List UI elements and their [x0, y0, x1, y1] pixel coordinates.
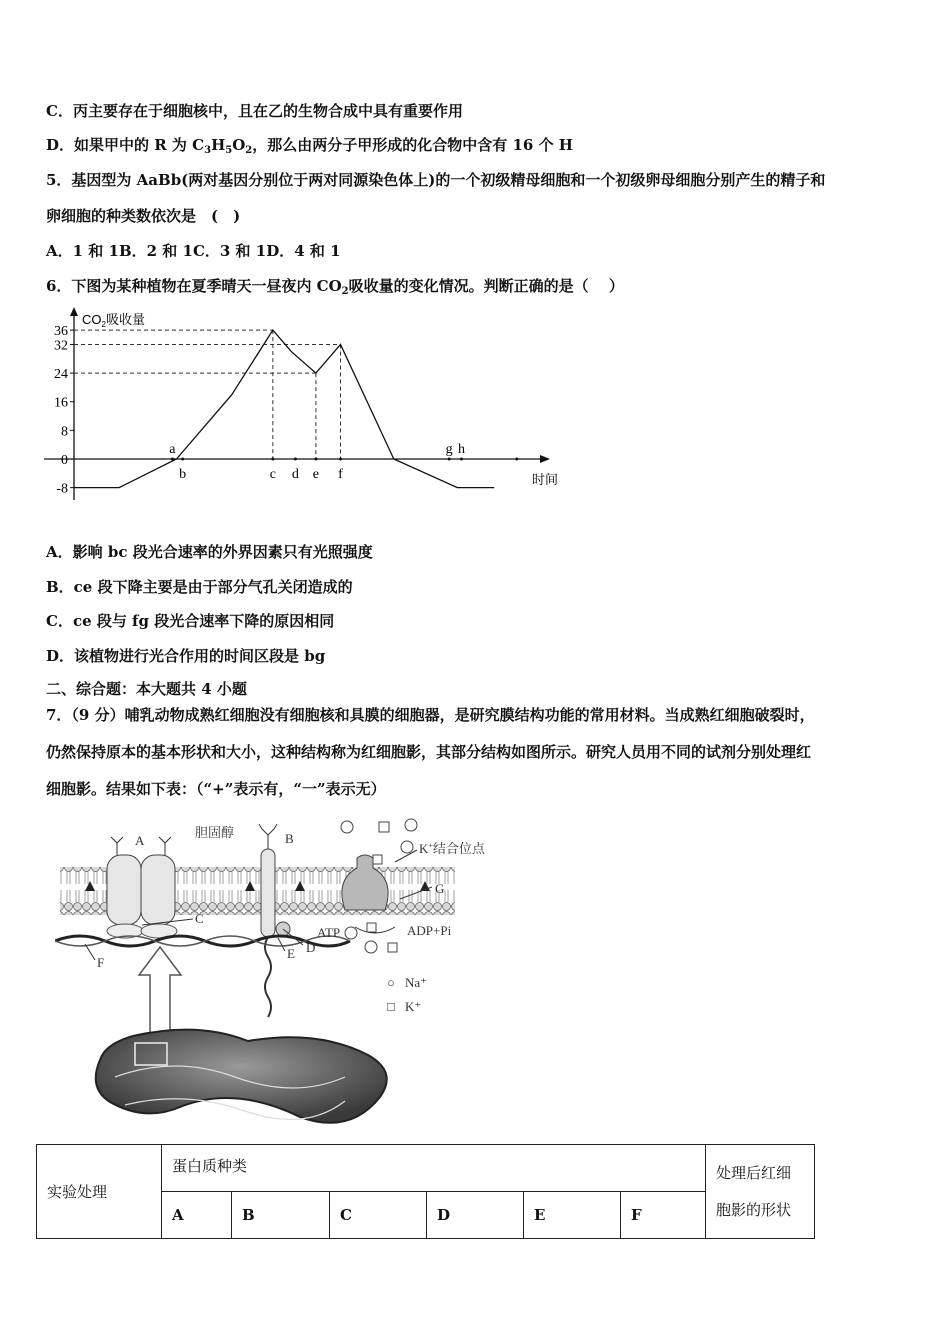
- label-c: C: [195, 911, 204, 926]
- point-label-b: b: [179, 467, 187, 482]
- header-treatment: 实验处理: [37, 1145, 162, 1239]
- co2-chart: [44, 305, 574, 510]
- y-tick-label: -8: [56, 481, 68, 497]
- co2-series-line: [74, 330, 494, 488]
- point-a-dot: [171, 458, 174, 461]
- q5-stem-line1: 5．基因型为 AaBb(两对基因分别位于两对同源染色体上)的一个初级精母细胞和一个初级卵母细胞分别产生的精子和: [46, 171, 826, 189]
- label-d: D: [306, 940, 316, 955]
- q6-option-d: D．该植物进行光合作用的时间区段是 bg: [46, 647, 326, 665]
- k-site-pointer: [395, 850, 417, 862]
- y-axis-label: $CO_2$吸收量: [82, 312, 145, 329]
- na-ion-icon: [341, 821, 353, 833]
- point-label-a: a: [169, 442, 176, 457]
- point-c-dot: [271, 458, 274, 461]
- na-ion-icon: [345, 927, 357, 939]
- label-e: E: [287, 946, 295, 961]
- y-tick-label: 8: [61, 424, 68, 440]
- label-b: B: [285, 831, 294, 846]
- y-tick-label: 16: [54, 395, 68, 411]
- dashed-reference-lines: [74, 330, 341, 459]
- q6-option-a: A．影响 bc 段光合速率的外界因素只有光照强度: [46, 543, 373, 561]
- point-b-dot: [181, 458, 184, 461]
- point-f-dot: [339, 458, 342, 461]
- k-ion-icon: [373, 855, 382, 864]
- point-labels: [169, 442, 518, 482]
- q5-stem-line2: 卵细胞的种类数依次是 ( ): [46, 207, 241, 225]
- k-ion-icon: [388, 943, 397, 952]
- legend-k-symbol: □: [387, 999, 395, 1014]
- q6-option-b: B．ce 段下降主要是由于部分气孔关闭造成的: [46, 578, 353, 596]
- q4-option-d: D．如果甲中的 R 为 $C_3H_5O_2$，那么由两分子甲形成的化合物中含有 16 个 H: [46, 136, 573, 156]
- q6-option-c: C．ce 段与 fg 段光合速率下降的原因相同: [46, 612, 335, 630]
- point-label-e: e: [312, 467, 320, 482]
- protein-a-subunit: [141, 855, 175, 925]
- header-protein-c: C: [330, 1192, 427, 1239]
- header-protein-types: 蛋白质种类: [162, 1145, 706, 1192]
- point-h-dot: [460, 458, 463, 461]
- section-2-heading: 二、综合题：本大题共 4 小题: [46, 680, 247, 698]
- label-atp: ATP: [317, 925, 341, 940]
- y-ticks: [54, 324, 74, 497]
- legend-na-label: Na⁺: [405, 975, 428, 990]
- q7-stem-line2: 仍然保持原本的基本形状和大小，这种结构称为红细胞影，其部分结构如图所示。研究人员用不同的试剂分别处理红: [46, 743, 812, 761]
- e-pointer: [278, 938, 285, 951]
- point-label-h: h: [457, 442, 465, 457]
- protein-g: [342, 855, 388, 910]
- legend-k-label: K⁺: [405, 999, 422, 1014]
- y-tick-label: 24: [54, 367, 68, 383]
- q7-stem-line1: 7．（9 分）哺乳动物成熟红细胞没有细胞核和具膜的细胞器，是研究膜结构功能的常用材料。当成熟红细胞破裂时，: [46, 706, 815, 724]
- label-a: A: [135, 833, 145, 848]
- q7-stem-line3: 细胞影。结果如下表：（“+”表示有，“一”表示无）: [46, 780, 386, 798]
- q4-option-c: C．丙主要存在于细胞核中，且在乙的生物合成中具有重要作用: [46, 102, 463, 120]
- point-g-dot: [448, 458, 451, 461]
- na-ion-icon: [365, 941, 377, 953]
- legend-na-symbol: ○: [387, 975, 395, 990]
- label-f: F: [97, 955, 105, 970]
- point-label-d: d: [291, 467, 299, 482]
- y-axis-arrow: [70, 307, 78, 316]
- f-pointer: [85, 944, 95, 960]
- protein-e: [265, 937, 271, 1017]
- na-ion-icon: [401, 841, 413, 853]
- header-protein-a: A: [162, 1192, 232, 1239]
- point-end-dot: [515, 458, 518, 461]
- na-ion-icon: [405, 819, 417, 831]
- point-label-f: f: [338, 467, 343, 482]
- protein-a: [107, 855, 141, 925]
- header-shape: 处理后红细 胞影的形状: [706, 1145, 815, 1239]
- header-protein-e: E: [524, 1192, 621, 1239]
- results-table: [36, 1144, 815, 1239]
- header-protein-b: B: [232, 1192, 330, 1239]
- x-axis-arrow: [540, 455, 550, 463]
- y-tick-label: 0: [61, 453, 68, 468]
- y-tick-label: 36: [54, 324, 68, 340]
- membrane-diagram: [55, 815, 515, 1125]
- point-e-dot: [314, 458, 317, 461]
- label-k-binding-site: K+结合位点: [419, 841, 485, 856]
- point-label-g: g: [445, 442, 453, 457]
- k-ion-icon: [367, 923, 376, 932]
- zoom-arrow: [139, 947, 181, 1040]
- y-tick-label: 32: [54, 338, 68, 354]
- k-ion-icon: [379, 822, 389, 832]
- q5-options: A．1 和 1B．2 和 1C．3 和 1D．4 和 1: [46, 242, 341, 260]
- header-protein-f: F: [621, 1192, 706, 1239]
- q6-stem: 6．下图为某种植物在夏季晴天一昼夜内 $CO_2$吸收量的变化情况。判断正确的是（ ）: [46, 277, 624, 297]
- header-protein-d: D: [427, 1192, 524, 1239]
- x-axis-label: 时间: [532, 472, 559, 487]
- point-label-c: c: [269, 467, 276, 482]
- point-d-dot: [294, 458, 297, 461]
- glycan-b-icon: [259, 824, 277, 849]
- protein-b: [261, 849, 275, 937]
- label-cholesterol: 胆固醇: [195, 825, 235, 840]
- label-adp-pi: ADP+Pi: [407, 923, 452, 938]
- label-g: G: [435, 881, 445, 896]
